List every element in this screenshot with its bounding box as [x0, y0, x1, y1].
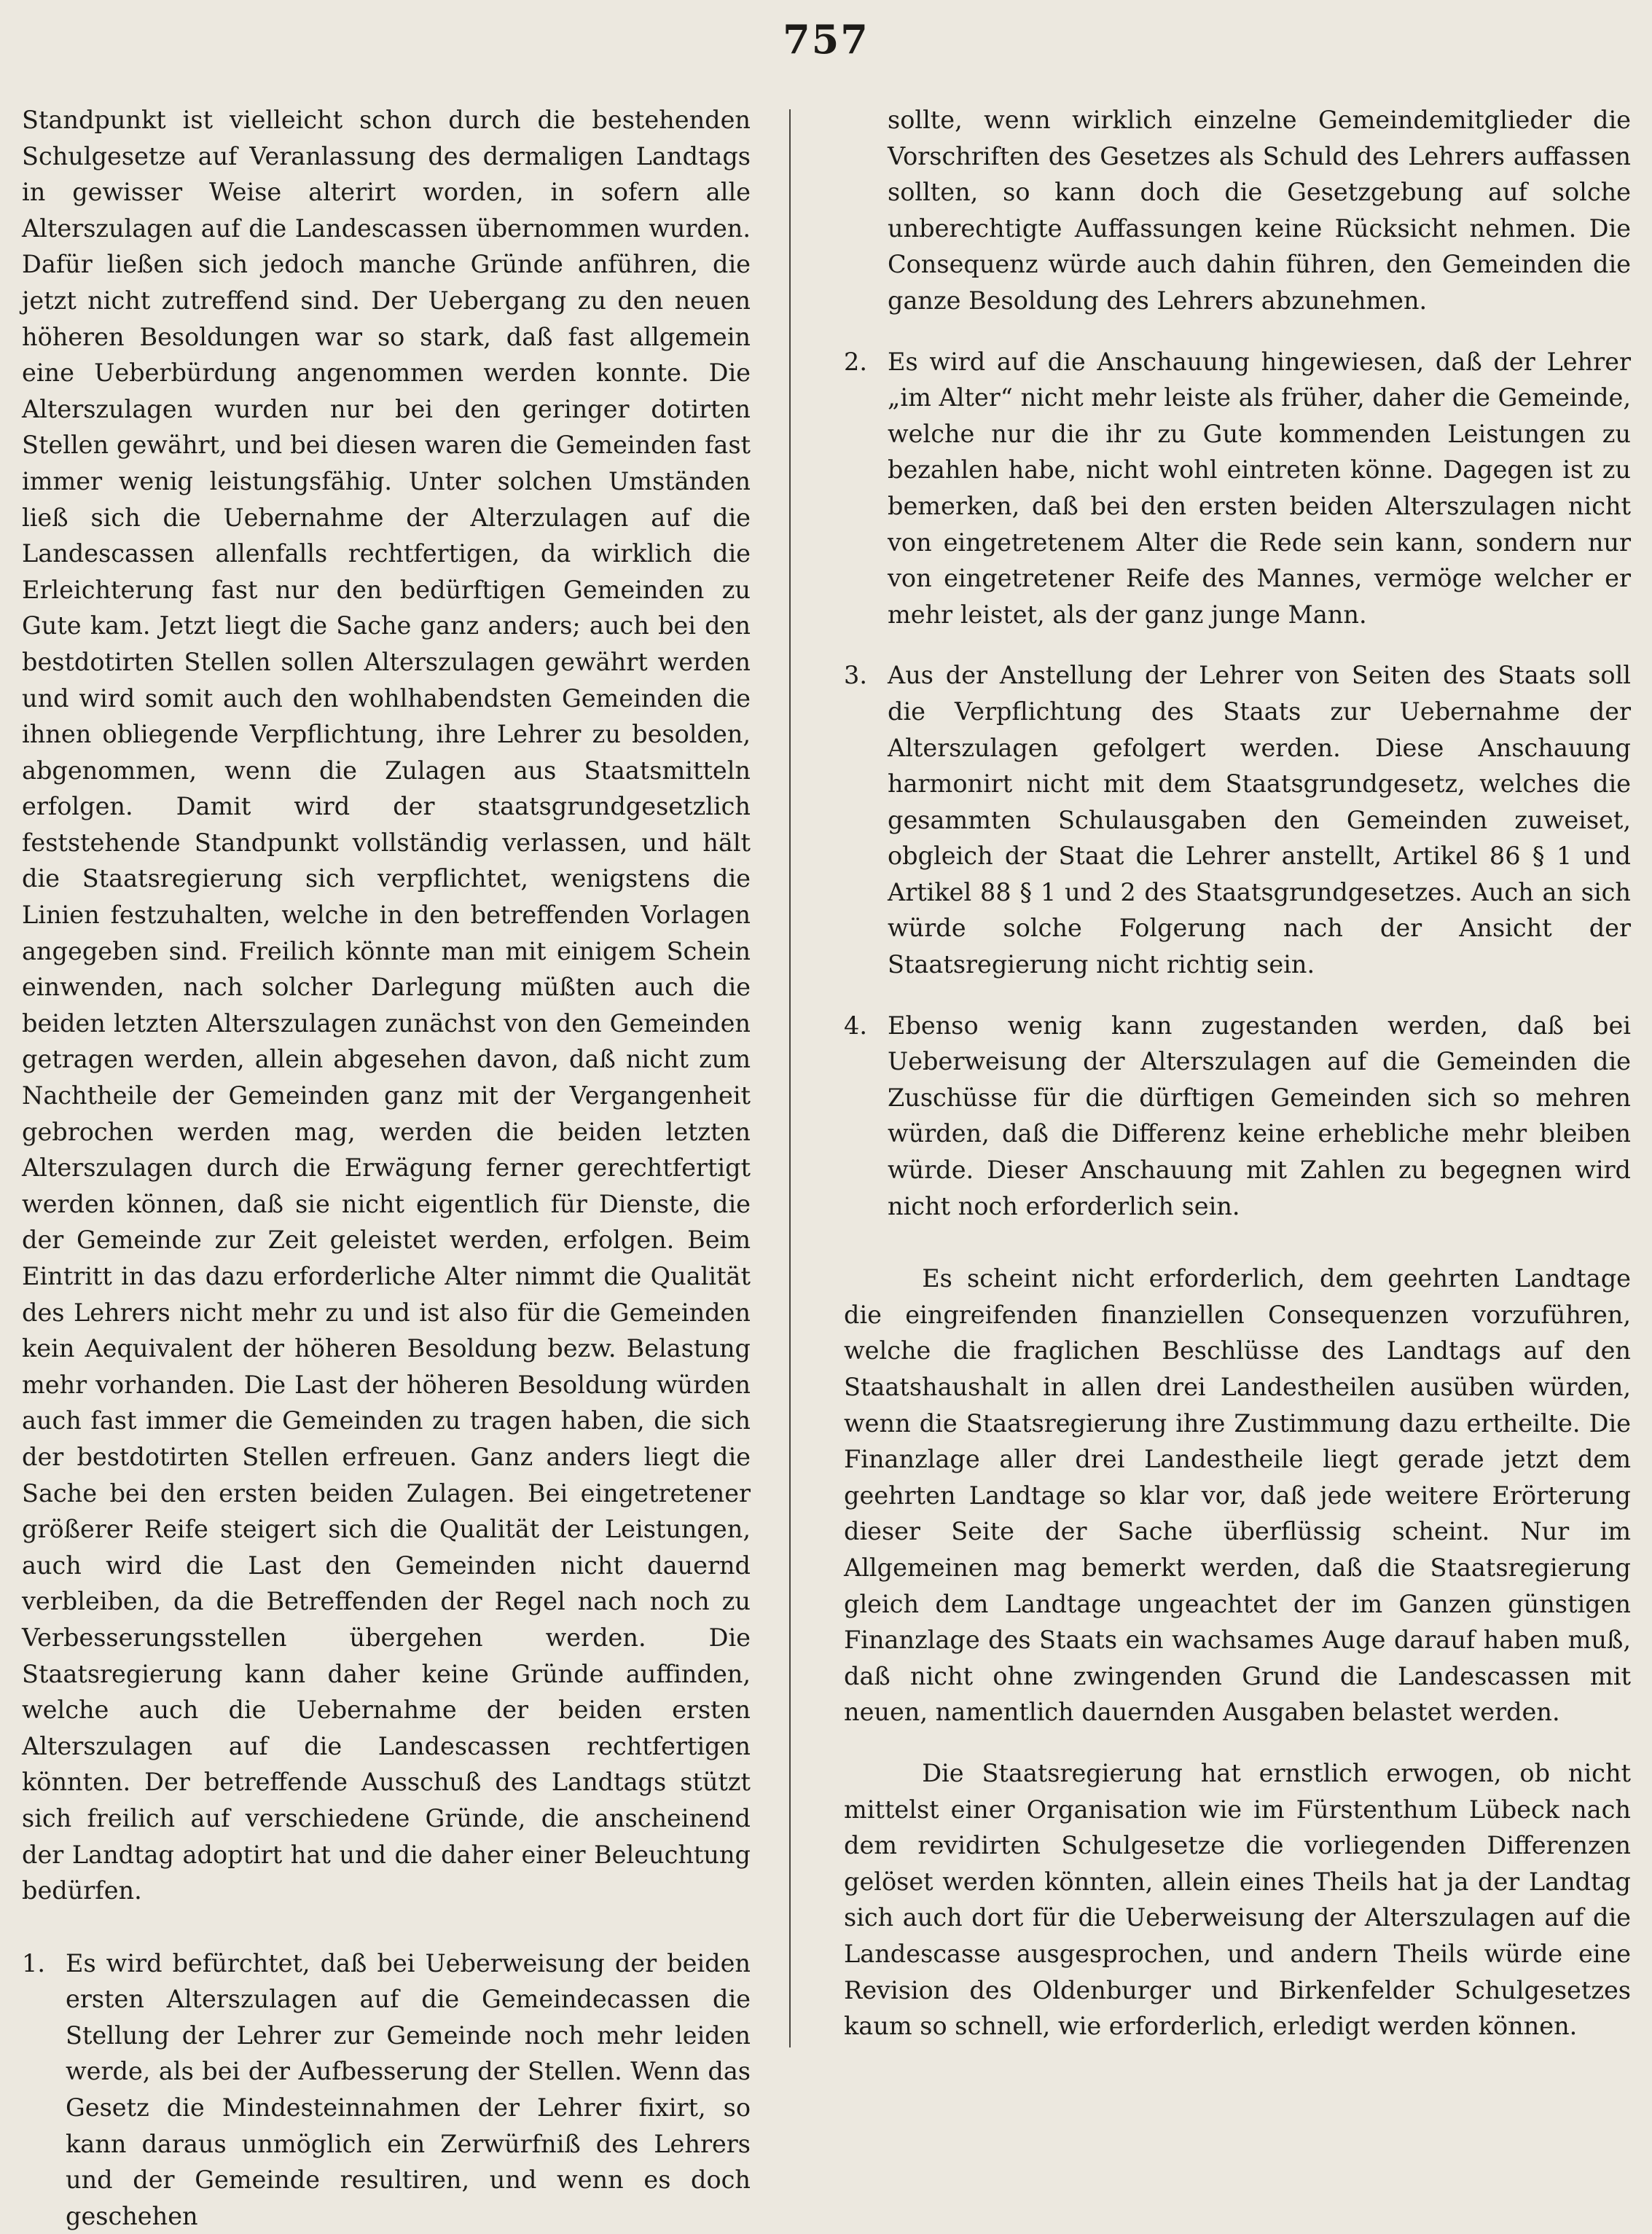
organisation-paragraph: Die Staatsregierung hat ernstlich erwogen, ob nicht mittelst einer Organisation wie im Fürstenthum Lübeck nach dem revidirten Schulgesetze die vorliegenden Differenzen gelöset werden könnten, allein eines Theils hat ja der Landtag sich auch dort für die Ueberweisung der Alterszulagen auf die Landescasse ausgesprochen, und andern Theils würde eine Revision des Oldenburger und Birkenfelder Schulgesetzes kaum so schnell, wie erforderlich, erledigt werden können. [844, 1758, 1631, 2041]
spacer [844, 632, 1631, 657]
list-item-1 [22, 1945, 751, 2234]
spacer [844, 1731, 1631, 1755]
spacer [22, 1909, 751, 1945]
list-item-text: Es wird auf die Anschauung hingewiesen, daß der Lehrer „im Alter“ nicht mehr leiste als früher, daher die Gemeinde, welche nur die ihr zu Gute kommenden Leistungen zu bezahlen habe, nicht wohl eintreten könne. Dagegen ist zu bemerken, daß bei den ersten beiden Alterszulagen nicht von eingetretenem Alter die Rede sein kann, sondern nur von eingetretener Reife des Mannes, vermöge welcher er mehr leistet, als der ganz junge Mann. [888, 347, 1631, 629]
list-item-number: 2. [844, 347, 867, 376]
list-item-number: 3. [844, 661, 867, 690]
page-number: 757 [783, 16, 869, 63]
right-column [844, 102, 1631, 2045]
list-item-1-continuation [844, 102, 1631, 319]
list-item-text: Aus der Anstellung der Lehrer von Seiten des Staats soll die Verpflichtung des Staats zur Uebernahme der Alterszulagen gefolgert werden. Diese Anschauung harmonirt nicht mit dem Staatsgrundgesetz, welches die gesammten Schulausgaben den Gemeinden zuweiset, obgleich der Staat die Lehrer anstellt, Artikel 86 § 1 und Artikel 88 § 1 und 2 des Staatsgrundgesetzes. Auch an sich würde solche Folgerung nach der Ansicht der Staatsregierung nicht richtig sein. [888, 661, 1631, 979]
list-item-4 [844, 1008, 1631, 1225]
list-item-2 [844, 344, 1631, 633]
list-item-number: 4. [844, 1011, 867, 1040]
list-item-text: sollte, wenn wirklich einzelne Gemeindemitglieder die Vorschriften des Gesetzes als Schuld des Lehrers auffassen sollten, so kann doch die Gesetzgebung auf solche unberechtigte Auffassungen keine Rücksicht nehmen. Die Consequenz würde auch dahin führen, den Gemeinden die ganze Besoldung des Lehrers abzunehmen. [888, 106, 1631, 315]
left-column [22, 102, 751, 2234]
list-item-text: Es wird befürchtet, daß bei Ueberweisung der beiden ersten Alterszulagen auf die Gemeindecassen die Stellung der Lehrer zur Gemeinde noch mehr leiden werde, als bei der Aufbesserung der Stellen. Wenn das Gesetz die Mindesteinnahmen der Lehrer fixirt, so kann daraus unmöglich ein Zerwürfniß des Lehrers und der Gemeinde resultiren, und wenn es doch geschehen [66, 1948, 751, 2230]
spacer [844, 983, 1631, 1008]
finances-paragraph: Es scheint nicht erforderlich, dem geehrten Landtage die eingreifenden finanziellen Consequenzen vorzuführen, welche die fraglichen Beschlüsse des Landtags auf den Staatshaushalt in allen drei Landestheilen ausüben würden, wenn die Staatsregierung ihre Zustimmung dazu ertheilte. Die Finanzlage aller drei Landestheile liegt gerade jetzt dem geehrten Landtage so klar vor, daß jede weitere Erörterung dieser Seite der Sache überflüssig scheint. Nur im Allgemeinen mag bemerkt werden, daß die Staatsregierung gleich dem Landtage ungeachtet der im Ganzen günstigen Finanzlage des Staats ein wachsames Auge darauf haben muß, daß nicht ohne zwingenden Grund die Landescassen mit neuen, namentlich dauernden Ausgaben belastet werden. [844, 1264, 1631, 1727]
list-item-text: Ebenso wenig kann zugestanden werden, daß bei Ueberweisung der Alterszulagen auf die Gemeinden die Zuschüsse für die dürftigen Gemeinden sich so mehren würden, daß die Differenz keine erhebliche mehr bleiben würde. Dieser Anschauung mit Zahlen zu begegnen wird nicht noch erforderlich sein. [888, 1011, 1631, 1220]
spacer [844, 319, 1631, 344]
left-paragraph: Standpunkt ist vielleicht schon durch die bestehenden Schulgesetze auf Veranlassung des dermaligen Landtags in gewisser Weise alterirt worden, in sofern alle Alterszulagen auf die Landescassen übernommen wurden. Dafür ließen sich jedoch manche Gründe anführen, die jetzt nicht zutreffend sind. Der Uebergang zu den neuen höheren Besoldungen war so stark, daß fast allgemein eine Ueberbürdung angenommen werden konnte. Die Alterszulagen wurden nur bei den geringer dotirten Stellen gewährt, und bei diesen waren die Gemeinden fast immer wenig leistungsfähig. Unter solchen Umständen ließ sich die Uebernahme der Alterzulagen auf die Landescassen allenfalls rechtfertigen, da wirklich die Erleichterung fast nur den bedürftigen Gemeinden zu Gute kam. Jetzt liegt die Sache ganz anders; auch bei den bestdotirten Stellen sollen Alterszulagen gewährt werden und wird somit auch den wohlhabendsten Gemeinden die ihnen obliegende Verpflichtung, ihre Lehrer zu besolden, abgenommen, wenn die Zulagen aus Staatsmitteln erfolgen. Damit wird der staatsgrundgesetzlich feststehende Standpunkt vollständig verlassen, und hält die Staatsregierung sich verpflichtet, wenigstens die Linien festzuhalten, welche in den betreffenden Vorlagen angegeben sind. Freilich könnte man mit einigem Schein einwenden, nach solcher Darlegung müßten auch die beiden letzten Alterszulagen zunächst von den Gemeinden getragen werden, allein abgesehen davon, daß nicht zum Nachtheile der Gemeinden ganz mit der Vergangenheit gebrochen werden mag, werden die beiden letzten Alterszulagen durch die Erwägung ferner gerechtfertigt werden können, daß sie nicht eigentlich für Dienste, die der Gemeinde zur Zeit geleistet werden, erfolgen. Beim Eintritt in das dazu erforderliche Alter nimmt die Qualität des Lehrers nicht mehr zu und ist also für die Gemeinden kein Aequivalent der höheren Besoldung bezw. Belastung mehr vorhanden. Die Last der höheren Besoldung würden auch fast immer die Gemeinden zu tragen haben, die sich der bestdotirten Stellen erfreuen. Ganz anders liegt die Sache bei den ersten beiden Zulagen. Bei eingetretener größerer Reife steigert sich die Qualität der Leistungen, auch wird die Last den Gemeinden nicht dauernd verbleiben, da die Betreffenden der Regel nach noch zu Verbesserungsstellen übergehen werden. Die Staatsregierung kann daher keine Gründe auffinden, welche auch die Uebernahme der beiden ersten Alterszulagen auf die Landescassen rechtfertigen könnten. Der betreffende Ausschuß des Landtags stützt sich freilich auf verschiedene Gründe, die anscheinend der Landtag adoptirt hat und die daher einer Beleuchtung bedürfen. [22, 106, 751, 1905]
spacer [844, 1224, 1631, 1261]
list-item-number: 1. [22, 1948, 45, 1978]
list-item-3 [844, 657, 1631, 982]
column-divider [789, 109, 791, 2047]
